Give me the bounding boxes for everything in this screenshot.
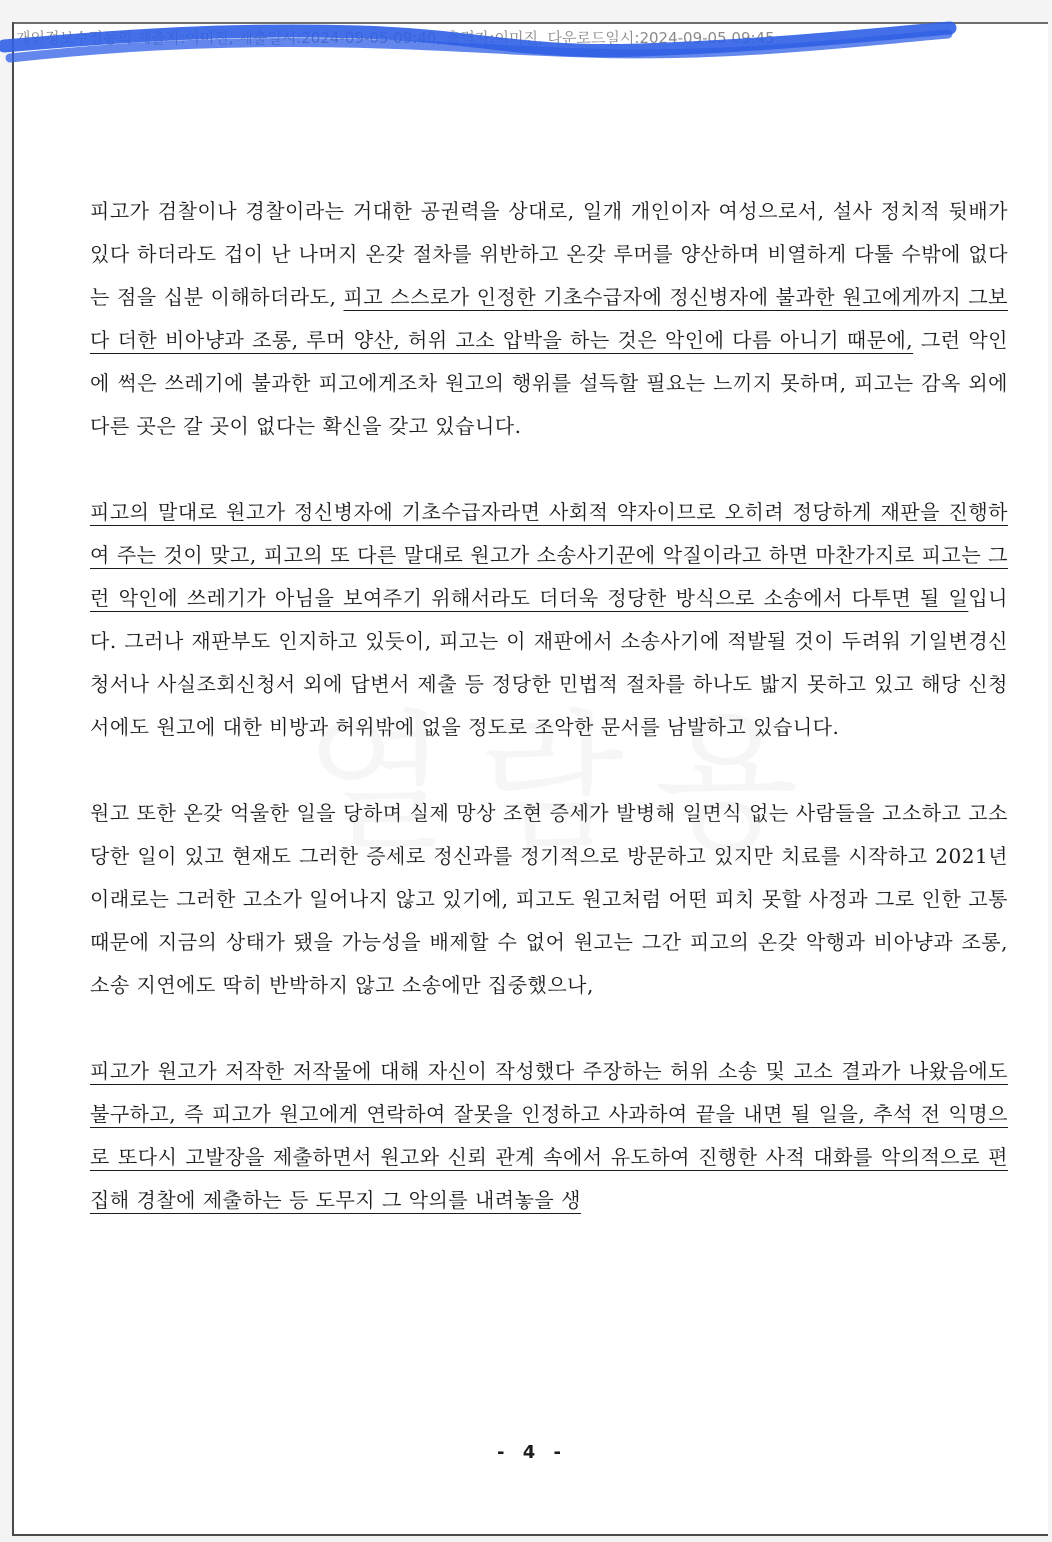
paragraph-gap bbox=[90, 448, 1008, 491]
paragraph-3 bbox=[90, 792, 1008, 1007]
paragraph-1-segment-1: 피고가 검찰이나 경찰이라는 거대한 공권력을 상대로, 일개 개인이자 여성으로서, 설사 정치적 뒷배가 있다 하더라도 겁이 난 나머지 온갖 절차를 위반하고 온갖 루머를 양산하며 비열하게 다툴 수밖에 없다는 점을 십분 이해하더라도, bbox=[90, 199, 1008, 309]
document-header-line: 개인정보수집동의 제출자:이미진, 제출일시:2024-09-05 09:40, 출력자:이미진, 다운로드일시:2024-09-05 09:45 bbox=[16, 29, 775, 47]
paragraph-gap bbox=[90, 749, 1008, 792]
paragraph-3-segment-1: 원고 또한 온갖 억울한 일을 당하며 실제 망상 조현 증세가 발병해 일면식 없는 사람들을 고소하고 고소당한 일이 있고 현재도 그러한 증세로 정신과를 정기적으로 방문하고 있지만 치료를 시작하고 2021년 이래로는 그러한 고소가 일어나지 않고 있기에, 피고도 원고처럼 어떤 피치 못할 사정과 그로 인한 고통 때문에 지금의 상태가 됐을 가능성을 배제할 수 없어 원고는 그간 피고의 온갖 악행과 비아냥과 조롱, 소송 지연에도 딱히 반박하지 않고 소송에만 집중했으나, bbox=[90, 801, 1008, 997]
document-body bbox=[90, 190, 1008, 1222]
paragraph-gap bbox=[90, 1007, 1008, 1050]
paragraph-1-segment-3: 그런 악인에 썩은 쓰레기에 불과한 피고에게조차 원고의 행위를 설득할 필요는 느끼지 못하며, 피고는 감옥 외에 다른 곳은 갈 곳이 없다는 확신을 갖고 있습니다. bbox=[90, 328, 1008, 438]
paragraph-1-segment-2-underlined: 피고 스스로가 인정한 기초수급자에 정신병자에 불과한 원고에게까지 그보다 더한 비아냥과 조롱, 루머 양산, 허위 고소 압박을 하는 것은 악인에 다름 아니기 때문에, bbox=[90, 285, 1008, 352]
paragraph-1 bbox=[90, 190, 1008, 448]
paragraph-2 bbox=[90, 491, 1008, 749]
redaction-scribble bbox=[0, 14, 1052, 66]
paragraph-2-segment-1-underlined: 피고의 말대로 원고가 정신병자에 기초수급자라면 사회적 약자이므로 오히려 정당하게 재판을 진행하여 주는 것이 맞고, 피고의 또 다른 말대로 원고가 소송사기꾼에 악질이라고 하면 마찬가지로 피고는 그런 악인에 쓰레기가 아님을 보여주기 위해서라도 더더욱 정당한 방식으로 소송에서 다투면 될 일 bbox=[90, 500, 1008, 610]
paragraph-4 bbox=[90, 1050, 1008, 1222]
document-page bbox=[12, 22, 1048, 1536]
paragraph-2-segment-2: 입니다. 그러나 재판부도 인지하고 있듯이, 피고는 이 재판에서 소송사기에 적발될 것이 두려워 기일변경신청서나 사실조회신청서 외에 답변서 제출 등 정당한 민법적 절차를 하나도 밟지 못하고 있고 해당 신청서에도 원고에 대한 비방과 허위밖에 없을 정도로 조악한 문서를 남발하고 있습니다. bbox=[90, 586, 1008, 739]
paragraph-4-segment-1-underlined: 피고가 원고가 저작한 저작물에 대해 자신이 작성했다 주장하는 허위 소송 및 고소 결과가 나왔음에도 불구하고, 즉 피고가 원고에게 연락하여 잘못을 인정하고 사과하여 끝을 내면 될 일을, 추석 전 익명으로 또다시 고발장을 제출하면서 원고와 신뢰 관계 속에서 유도하여 진행한 사적 대화를 악의적으로 편집해 경찰에 제출하는 등 도무지 그 악의를 내려놓을 생 bbox=[90, 1059, 1008, 1212]
page-number: - 4 - bbox=[497, 1442, 567, 1463]
